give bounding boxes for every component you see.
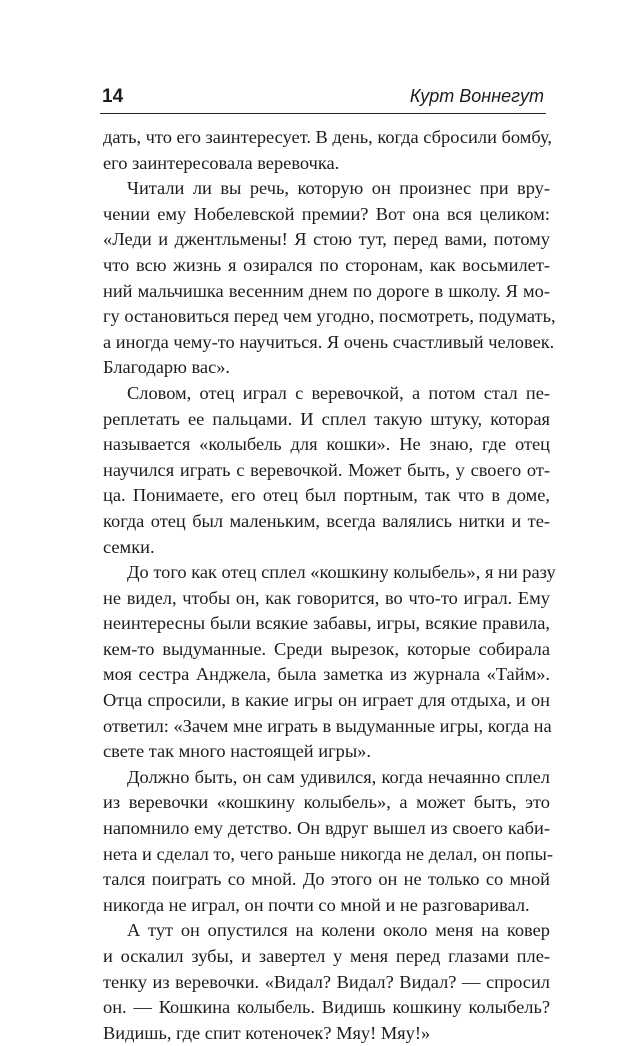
running-title: Курт Воннегут (409, 86, 544, 106)
text-line: ца. Понимаете, его отец был портным, так что в доме, (103, 485, 550, 506)
text-line: дать, что его заинтересует. В день, когда сбросили бомбу, (103, 127, 552, 147)
header-rule (100, 113, 546, 114)
text-line: его заинтересовала веревочка. (103, 152, 340, 173)
text-line: а иногда чему-то научиться. Я очень счастливый человек. (103, 331, 555, 352)
text-line: называется «колыбель для кошки». Не знаю, где отец (103, 434, 550, 455)
paragraph (103, 125, 550, 176)
text-line: кем-то выдуманные. Среди вырезок, которые собирала (103, 638, 550, 659)
text-line: научился играть с веревочкой. Может быть, у своего от- (103, 459, 550, 480)
text-line: ответил: «Зачем мне играть в выдуманные игры, когда на (103, 715, 552, 736)
text-line: Отца спросили, в какие игры он играет для отдыха, и он (103, 690, 550, 711)
paragraph (103, 765, 554, 919)
text-line: А тут он опустился на колени около меня на ковер (127, 920, 550, 941)
text-line: никогда не играл, он почти со мной и не разговаривал. (103, 894, 530, 915)
text-line: чении ему Нобелевской премии? Вот она вся целиком: (103, 203, 550, 224)
page-number: 14 (102, 86, 124, 107)
text-line: Должно быть, он сам удивился, когда нечаянно сплел (127, 766, 550, 787)
text-line: свете так много настоящей игры». (103, 741, 371, 762)
text-line: Видишь, где спит котеночек? Мяу! Мяу!» (103, 1022, 431, 1043)
text-line: ний мальчишка весенним днем по дороге в школу. Я мо- (103, 280, 550, 301)
text-line: Читали ли вы речь, которую он произнес при вру- (127, 178, 550, 199)
text-line: реплетать ее пальцами. И сплел такую штуку, которая (103, 408, 550, 429)
paragraph (103, 560, 556, 765)
paragraph (103, 918, 550, 1046)
paragraph (103, 176, 556, 381)
text-line: «Леди и джентльмены! Я стою тут, перед вами, потому (103, 229, 550, 250)
text-line: когда отец был маленьким, всегда валялись нитки и те- (103, 510, 550, 531)
text-line: Благодарю вас». (103, 357, 231, 378)
paragraph (103, 381, 550, 560)
text-line: что всю жизнь я озирался по сторонам, как восьмилет- (103, 254, 550, 275)
text-line: неинтересны были всякие забавы, игры, всякие правила, (103, 613, 550, 634)
text-line: гу остановиться перед чем угодно, посмотреть, подумать, (103, 306, 556, 327)
text-line: из веревочки «кошкину колыбель», а может быть, это (103, 792, 550, 813)
text-line: тался поиграть со мной. До этого он не только со мной (103, 869, 550, 890)
page-header (100, 82, 546, 114)
body-text (103, 125, 556, 1046)
text-line: и оскалил зубы, и завертел у меня перед глазами пле- (103, 946, 550, 966)
text-line: не видел, чтобы он, как говорится, во что-то играл. Ему (103, 587, 550, 608)
text-line: моя сестра Анджела, была заметка из журнала «Тайм». (103, 664, 550, 685)
text-line: тенку из веревочки. «Видал? Видал? Видал? — спросил (103, 971, 550, 992)
text-line: нета и сделал то, чего раньше никогда не делал, он попы- (103, 843, 554, 864)
text-line: До того как отец сплел «кошкину колыбель», я ни разу (127, 562, 556, 583)
text-line: он. — Кошкина колыбель. Видишь кошкину колыбель? (103, 997, 550, 1018)
text-line: напомнило ему детство. Он вдруг вышел из своего каби- (103, 818, 550, 839)
text-line: семки. (103, 536, 155, 557)
text-line: Словом, отец играл с веревочкой, а потом стал пе- (127, 382, 550, 403)
